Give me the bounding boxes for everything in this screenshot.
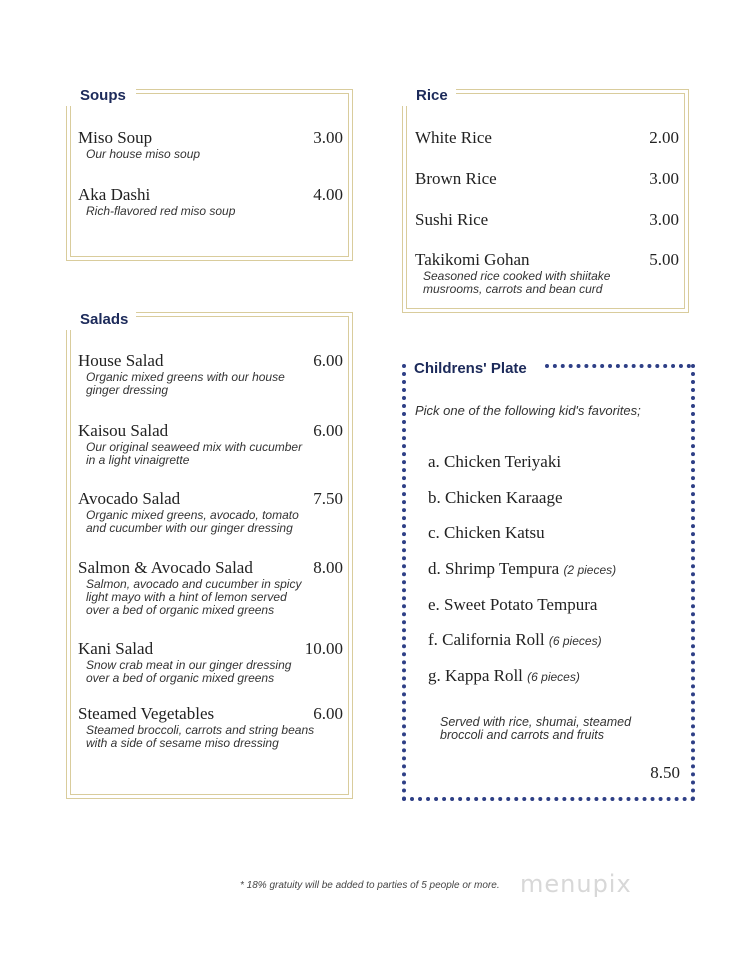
kids-option-note: (6 pieces)	[527, 670, 580, 684]
item-price: 4.00	[313, 185, 343, 204]
kids-option-label: a. Chicken Teriyaki	[428, 452, 562, 471]
description-line: in a light vinaigrette	[86, 453, 190, 467]
item-name: White Rice	[415, 128, 492, 147]
childrens-plate-top-border	[545, 364, 691, 368]
kids-option-label: g. Kappa Roll	[428, 666, 523, 685]
item-price: 6.00	[313, 421, 343, 440]
watermark-logo: menupix	[520, 870, 632, 898]
description-line: light mayo with a hint of lemon served	[86, 590, 287, 604]
item-price: 3.00	[313, 128, 343, 147]
description-line: Organic mixed greens, avocado, tomato	[86, 508, 299, 522]
footer-line: broccoli and carrots and fruits	[440, 728, 604, 742]
item-price: 5.00	[649, 250, 679, 269]
soups-title: Soups	[66, 86, 136, 106]
kids-option	[428, 452, 561, 472]
item-description: Our house miso soup	[86, 147, 201, 161]
kids-option	[428, 523, 545, 543]
kids-option	[428, 666, 580, 686]
description-line: and cucumber with our ginger dressing	[86, 521, 293, 535]
childrens-plate-footer	[440, 716, 670, 742]
item-description	[86, 371, 285, 397]
item-description	[423, 270, 610, 296]
kids-option	[428, 630, 602, 650]
item-name: Aka Dashi	[78, 185, 151, 204]
description-line: over a bed of organic mixed greens	[86, 671, 275, 685]
description-line: Snow crab meat in our ginger dressing	[86, 658, 292, 672]
rice-title: Rice	[402, 86, 456, 106]
item-name: Brown Rice	[415, 169, 497, 188]
description-line: Seasoned rice cooked with shiitake	[423, 269, 611, 283]
childrens-plate-price: 8.50	[650, 763, 680, 782]
kids-option-note: (2 pieces)	[563, 563, 617, 577]
item-price: 8.00	[313, 558, 343, 577]
item-price: 6.00	[313, 704, 343, 723]
item-price: 6.00	[313, 351, 343, 370]
item-description	[86, 724, 314, 750]
description-line: musrooms, carrots and bean curd	[423, 282, 603, 296]
item-name: Avocado Salad	[78, 489, 181, 508]
salads-title: Salads	[66, 310, 136, 330]
item-name: Sushi Rice	[415, 210, 489, 229]
kids-option-label: d. Shrimp Tempura	[428, 559, 560, 578]
description-line: ginger dressing	[86, 383, 169, 397]
soups-section	[66, 89, 353, 261]
item-price: 10.00	[304, 639, 343, 658]
footer-line: Served with rice, shumai, steamed	[440, 715, 632, 729]
childrens-plate-title: Childrens' Plate	[408, 359, 533, 379]
item-name: Steamed Vegetables	[78, 704, 215, 723]
kids-option	[428, 595, 597, 615]
description-line: Our original seaweed mix with cucumber	[86, 440, 303, 454]
item-price: 7.50	[313, 489, 343, 508]
item-description	[86, 441, 302, 467]
item-name: Takikomi Gohan	[415, 250, 530, 269]
description-line: over a bed of organic mixed greens	[86, 603, 275, 617]
item-name: Kani Salad	[78, 639, 154, 658]
kids-option-label: f. California Roll	[428, 630, 545, 649]
item-description	[86, 659, 291, 685]
item-description	[86, 578, 301, 617]
kids-option-label: b. Chicken Karaage	[428, 488, 563, 507]
kids-option	[428, 559, 616, 579]
item-name: Salmon & Avocado Salad	[78, 558, 253, 577]
item-price: 3.00	[649, 169, 679, 188]
item-description: Rich-flavored red miso soup	[86, 204, 236, 218]
item-price: 2.00	[649, 128, 679, 147]
description-line: Salmon, avocado and cucumber in spicy	[86, 577, 302, 591]
item-name: House Salad	[78, 351, 164, 370]
kids-option	[428, 488, 563, 508]
kids-option-note: (6 pieces)	[548, 634, 602, 648]
childrens-plate-intro: Pick one of the following kid's favorites;	[415, 403, 641, 418]
item-name: Kaisou Salad	[78, 421, 169, 440]
item-name: Miso Soup	[78, 128, 153, 147]
item-price: 3.00	[649, 210, 679, 229]
gratuity-note: * 18% gratuity will be added to parties of 5 people or more.	[240, 880, 500, 891]
description-line: Organic mixed greens with our house	[86, 370, 285, 384]
item-description	[86, 509, 299, 535]
description-line: with a side of sesame miso dressing	[86, 736, 279, 750]
kids-option-label: e. Sweet Potato Tempura	[428, 595, 598, 614]
description-line: Steamed broccoli, carrots and string beans	[86, 723, 315, 737]
kids-option-label: c. Chicken Katsu	[428, 523, 545, 542]
